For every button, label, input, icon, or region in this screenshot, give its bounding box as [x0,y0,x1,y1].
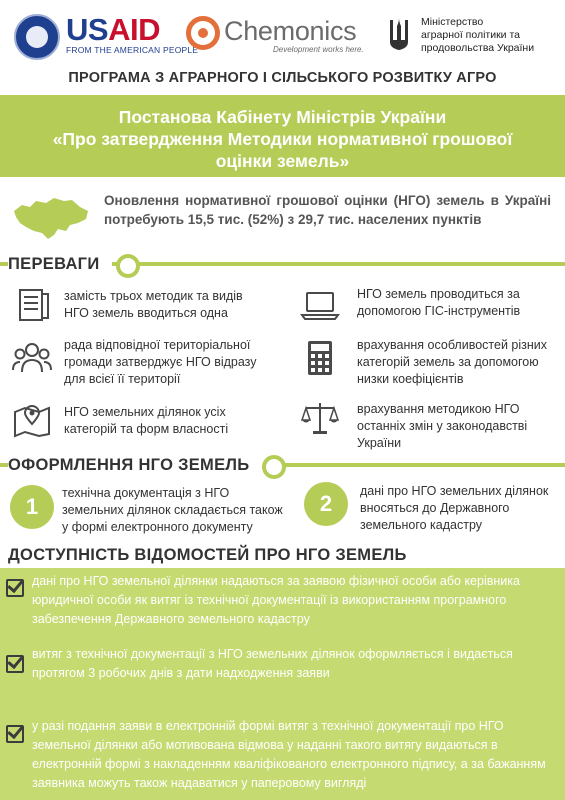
checkbox-icon [6,725,24,743]
program-title: ПРОГРАМА З АГРАРНОГО І СІЛЬСЬКОГО РОЗВИТКУ АГРО [68,70,497,86]
chemonics-mark-icon [186,16,220,50]
chemonics-logo: Chemonics [224,16,357,46]
usaid-tagline: FROM THE AMERICAN PEOPLE [66,45,199,55]
step-number-badge: 1 [10,485,54,529]
map-pin-icon [12,402,52,438]
availability-heading: ДОСТУПНІСТЬ ВІДОМОСТЕЙ ПРО НГО ЗЕМЕЛЬ [8,546,407,564]
calculator-icon [300,340,340,376]
advantage-item: замість трьох методик та видів НГО земель вводиться одна [64,289,243,320]
info-text: Оновлення нормативної грошової оцінки (НГО) земель в Україні потребують 15,5 тис. (52%) з 29,7 тис. населених пунктів [104,193,551,227]
resolution-title: Постанова Кабінету Міністрів України «Про затвердження Методики нормативної грошової оцінки земель» [52,107,513,171]
section-divider [0,463,8,467]
people-icon [12,340,52,376]
advantages-heading: ПЕРЕВАГИ [8,255,100,273]
usaid-seal-logo [14,14,60,60]
laptop-icon [300,287,340,323]
availability-item: дані про НГО земельної ділянки надаються за заявою фізичної особи або керівника юридичної особи як витяг із технічної документації із використанням програмного забезпечення Державного земельного кадастру [32,574,520,626]
scales-icon [300,400,340,436]
registration-step: дані про НГО земельних ділянок вносяться до Державного земельного кадастру [360,484,549,532]
chemonics-tagline: Development works here. [273,45,364,54]
availability-item: витяг з технічної документації з НГО земельних ділянок оформляється і видається протягом 3 робочих днів з дати надходження заяви [32,647,513,680]
section-dot-icon [262,455,286,479]
checkbox-icon [6,655,24,673]
usaid-logo: USAID [66,12,160,47]
step-number-badge: 2 [304,482,348,526]
registration-step: технічна документація з НГО земельних ділянок складається також у формі електронного документу [62,486,283,534]
advantage-item: НГО земель проводиться за допомогою ГІС-інструментів [357,287,521,318]
document-icon [14,288,54,324]
section-divider [265,463,565,467]
advantage-item: врахування методикою НГО останніх змін у законодавстві України [357,402,528,450]
advantage-item: НГО земельних ділянок усіх категорій та форм власності [64,405,229,436]
advantage-item: врахування особливостей різних категорій земель за допомогою низки коефіцієнтів [357,338,548,386]
trident-icon [388,16,410,52]
ministry-logo-text: Міністерство аграрної політики та продовольства України [421,16,535,54]
advantage-item: рада відповідної територіальної громади затверджує НГО відразу для всієї її території [64,338,257,386]
section-divider [140,262,565,266]
checkbox-icon [6,579,24,597]
registration-heading: ОФОРМЛЕННЯ НГО ЗЕМЕЛЬ [8,456,250,474]
section-dot-icon [116,254,140,278]
section-divider [0,262,8,266]
availability-item: у разі подання заяви в електронній формі витяг з технічної документації про НГО земельної ділянки або мотивована відмова у наданні такого витягу видаються в електронній формі з накладенням кваліфікованого електронного підпису, а за бажанням заявника можуть також надаватися у паперовому вигляді [32,719,546,790]
ukraine-map-icon [12,195,90,241]
